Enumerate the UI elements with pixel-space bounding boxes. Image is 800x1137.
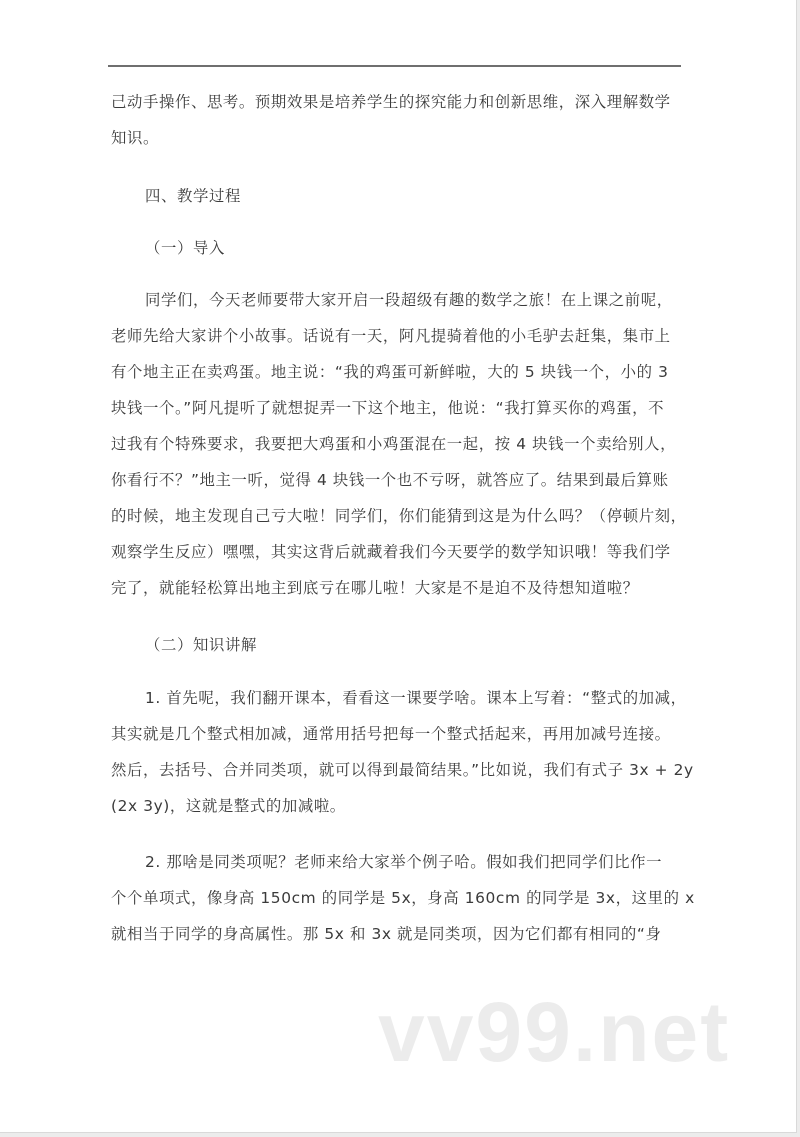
paragraph-line: 你看行不？”地主一听，觉得 4 块钱一个也不亏呀，就答应了。结果到最后算账 xyxy=(111,471,669,489)
paragraph-line: 己动手操作、思考。预期效果是培养学生的探究能力和创新思维，深入理解数学 xyxy=(111,93,671,111)
paragraph-line: 个个单项式，像身高 150cm 的同学是 5x，身高 160cm 的同学是 3x，这里的 x xyxy=(111,889,695,907)
paragraph-line: 块钱一个。”阿凡提听了就想捉弄一下这个地主，他说：“我打算买你的鸡蛋，不 xyxy=(111,399,665,417)
paragraph-line: 完了，就能轻松算出地主到底亏在哪儿啦！大家是不是迫不及待想知道啦？ xyxy=(111,579,639,597)
paragraph-line: 然后，去括号、合并同类项，就可以得到最简结果。”比如说，我们有式子 3x + 2y xyxy=(111,761,694,779)
paragraph-line: 知识。 xyxy=(111,129,159,147)
paragraph-line: 老师先给大家讲个小故事。话说有一天，阿凡提骑着他的小毛驴去赶集，集市上 xyxy=(111,327,671,345)
paragraph-line: 过我有个特殊要求，我要把大鸡蛋和小鸡蛋混在一起，按 4 块钱一个卖给别人， xyxy=(111,435,677,453)
paragraph-line: 2. 那啥是同类项呢？老师来给大家举个例子哈。假如我们把同学们比作一 xyxy=(145,853,663,871)
paragraph-line: 同学们，今天老师要带大家开启一段超级有趣的数学之旅！在上课之前呢， xyxy=(145,291,673,309)
watermark: vv99.net xyxy=(378,985,731,1079)
subsection-heading: （一）导入 xyxy=(145,239,225,257)
header-rule xyxy=(108,65,681,67)
paragraph-line: 就相当于同学的身高属性。那 5x 和 3x 就是同类项，因为它们都有相同的“身 xyxy=(111,925,662,943)
section-heading: 四、教学过程 xyxy=(145,187,241,205)
paragraph-line: 有个地主正在卖鸡蛋。地主说：“我的鸡蛋可新鲜啦，大的 5 块钱一个，小的 3 xyxy=(111,363,669,381)
paragraph-line: 的时候，地主发现自己亏大啦！同学们，你们能猜到这是为什么吗？（停顿片刻， xyxy=(111,507,687,525)
paragraph-line: 其实就是几个整式相加减，通常用括号把每一个整式括起来，再用加减号连接。 xyxy=(111,725,671,743)
paragraph-line: 观察学生反应）嘿嘿，其实这背后就藏着我们今天要学的数学知识哦！等我们学 xyxy=(111,543,671,561)
paragraph-line: 1. 首先呢，我们翻开课本，看看这一课要学啥。课本上写着：“整式的加减， xyxy=(145,689,687,707)
paragraph-line: (2x 3y)，这就是整式的加减啦。 xyxy=(111,797,346,815)
subsection-heading: （二）知识讲解 xyxy=(145,636,257,654)
